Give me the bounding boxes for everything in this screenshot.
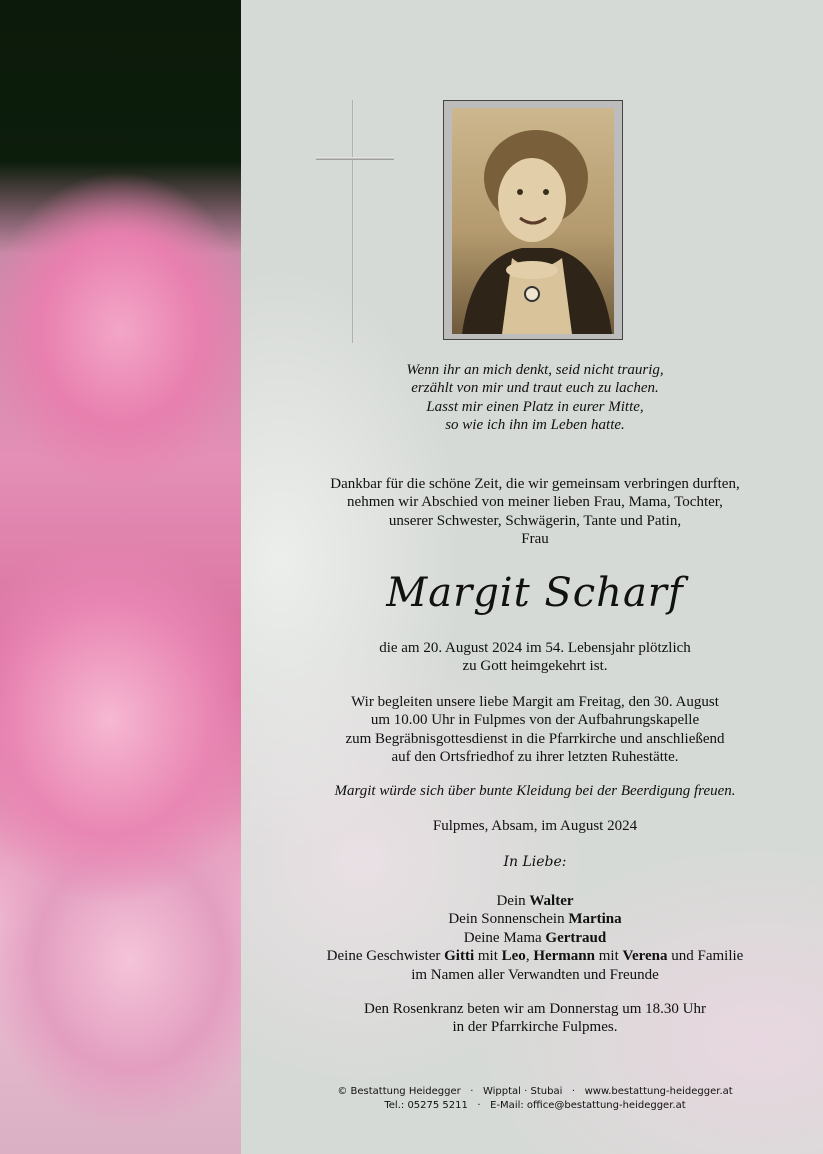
place-date [290,817,780,835]
rosary-line: in der Pfarrkirche Fulpmes. [452,1019,618,1036]
death-line: die am 20. August 2024 im 54. Lebensjahr plötzlich [379,640,691,656]
mourner-connector: mit [474,948,502,965]
portrait-frame [443,100,623,340]
mourner-connector: , [525,948,534,965]
mourner-name: Hermann [533,948,595,965]
in-love-heading [290,853,780,871]
intro-line: unserer Schwester, Schwägerin, Tante und Patin, [388,512,682,529]
poem-line: Wenn ihr an mich denkt, seid nicht traurig, [406,362,664,378]
intro-line: Frau [521,531,549,548]
footer-line: Tel.: 05275 5211 · E-Mail: office@bestattung-heidegger.at [384,1100,686,1111]
mourner-name: Gertraud [545,929,607,946]
funeral-line: zum Begräbnisgottesdienst in die Pfarrkirche und anschließend [345,730,725,747]
mourner-prefix: Dein Sonnenschein [448,911,569,928]
intro-text [290,475,780,549]
funeral-line: auf den Ortsfriedhof zu ihrer letzten Ruhestätte. [391,749,679,766]
portrait-photo [452,108,614,334]
intro-line: Dankbar für die schöne Zeit, die wir gemeinsam verbringen durften, [330,476,740,492]
rosary-line: Den Rosenkranz beten wir am Donnerstag um 18.30 Uhr [364,1001,706,1017]
mourner-name: Martina [568,911,622,928]
mourner-name: Verena [622,948,668,965]
mourner-line [290,947,780,965]
mourner-connector: mit [594,948,623,965]
mourner-prefix: Deine Mama [463,929,546,946]
mourner-line [290,910,780,928]
deceased-name-block [290,570,780,616]
rosary-notice [290,1000,780,1037]
mourner-name: Leo [501,948,526,965]
death-notice [290,639,780,676]
peony-flower-image [0,0,241,1154]
mourner-name: Walter [529,893,574,909]
poem-line: so wie ich ihn im Leben hatte. [445,417,625,434]
cross-icon [352,100,354,343]
footer-line: © Bestattung Heidegger · Wipptal · Stubai · www.bestattung-heidegger.at [337,1086,733,1097]
mourner-prefix: Deine Geschwister [326,948,445,965]
mourner-line [290,892,780,910]
clothing-note-text: Margit würde sich über bunte Kleidung bei der Beerdigung freuen. [334,783,736,799]
place-date-text: Fulpmes, Absam, im August 2024 [432,818,638,834]
intro-line: nehmen wir Abschied von meiner lieben Frau, Mama, Tochter, [347,494,723,511]
funeral-details [290,693,780,767]
deceased-name: Margit Scharf [386,570,684,616]
mourner-line: im Namen aller Verwandten und Freunde [411,966,659,983]
in-love-text: In Liebe: [503,854,567,870]
funeral-line: um 10.00 Uhr in Fulpmes von der Aufbahrungskapelle [370,712,700,729]
poem [290,361,780,435]
footer [300,1085,770,1113]
mourner-suffix: und Familie [667,948,744,965]
poem-line: erzählt von mir und traut euch zu lachen. [411,380,659,397]
mourner-line [290,929,780,947]
cross-icon-bar [316,157,394,160]
funeral-line: Wir begleiten unsere liebe Margit am Freitag, den 30. August [351,694,719,710]
mourner-name: Gitti [444,948,475,965]
death-line: zu Gott heimgekehrt ist. [462,658,608,675]
clothing-note [290,782,780,800]
mourners-list [290,892,780,984]
mourner-prefix: Dein [496,893,530,909]
poem-line: Lasst mir einen Platz in eurer Mitte, [426,398,644,415]
